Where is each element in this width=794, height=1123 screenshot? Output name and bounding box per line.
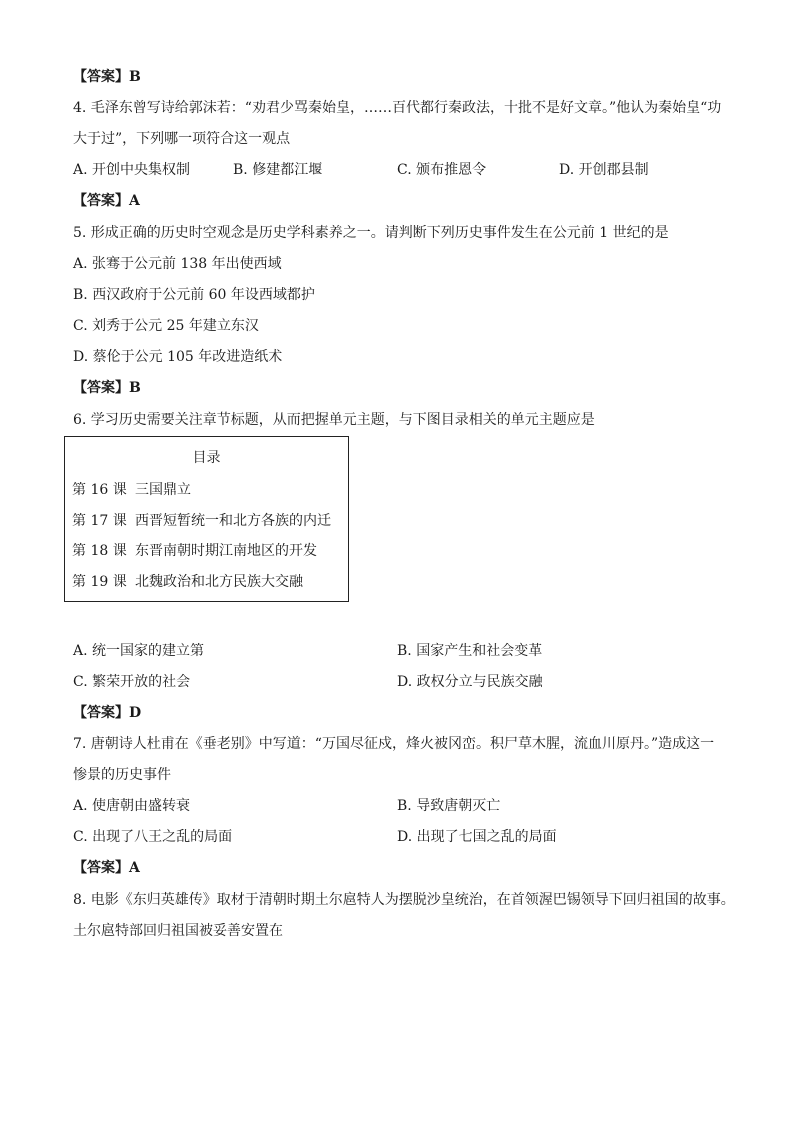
q4-option-c: C. 颁布推恩令	[397, 162, 487, 178]
q7-option-d: D. 出现了七国之乱的局面	[397, 829, 557, 845]
q4-stem-line2: 大于过”，下列哪一项符合这一观点	[73, 131, 291, 147]
q6-option-c: C. 繁荣开放的社会	[73, 674, 191, 690]
q8-stem-line1: 8. 电影《东归英雄传》取材于清朝时期土尔扈特人为摆脱沙皇统治，在首领渥巴锡领导下回归祖国的故事。	[73, 892, 735, 908]
toc-item	[72, 483, 191, 497]
q6-option-b: B. 国家产生和社会变革	[397, 643, 543, 659]
q5-option-b: B. 西汉政府于公元前 60 年设西域都护	[73, 287, 315, 303]
toc-lesson-number: 第 19 课	[72, 574, 127, 590]
toc-lesson-title: 东晋南朝时期江南地区的开发	[135, 543, 317, 559]
q6-answer: 【答案】D	[73, 705, 142, 721]
q8-stem-line2: 土尔扈特部回归祖国被妥善安置在	[73, 923, 283, 939]
q6-stem: 6. 学习历史需要关注章节标题，从而把握单元主题，与下图目录相关的单元主题应是	[73, 412, 595, 428]
toc-lesson-number: 第 16 课	[72, 482, 127, 498]
q5-stem: 5. 形成正确的历史时空观念是历史学科素养之一。请判断下列历史事件发生在公元前 1 世纪的是	[73, 225, 669, 241]
q7-option-a: A. 使唐朝由盛转衰	[73, 798, 191, 814]
toc-lesson-number: 第 18 课	[72, 543, 127, 559]
toc-lesson-number: 第 17 课	[72, 513, 127, 529]
q7-option-b: B. 导致唐朝灭亡	[397, 798, 501, 814]
q7-stem-line1: 7. 唐朝诗人杜甫在《垂老别》中写道：“万国尽征戍，烽火被冈峦。积尸草木腥，流血川原丹。”造成这一	[73, 736, 715, 752]
q6-option-d: D. 政权分立与民族交融	[397, 674, 543, 690]
toc-item	[72, 514, 331, 528]
toc-lesson-title: 三国鼎立	[135, 482, 191, 498]
q4-option-a: A. 开创中央集权制	[73, 162, 191, 178]
toc-item	[72, 575, 303, 589]
q4-option-b: B. 修建都江堰	[233, 162, 323, 178]
q4-stem-line1: 4. 毛泽东曾写诗给郭沫若：“劝君少骂秦始皇，……百代都行秦政法，十批不是好文章。”他认为秦始皇“功	[73, 100, 722, 116]
q6-option-a: A. 统一国家的建立第	[73, 643, 205, 659]
toc-title: 目录	[192, 450, 221, 466]
q4-option-d: D. 开创郡县制	[559, 162, 649, 178]
q7-option-c: C. 出现了八王之乱的局面	[73, 829, 233, 845]
toc-lesson-title: 西晋短暂统一和北方各族的内迁	[135, 513, 331, 529]
q7-answer: 【答案】A	[73, 860, 140, 876]
table-of-contents-box	[64, 436, 349, 602]
q4-answer: 【答案】A	[73, 193, 140, 209]
q5-option-d: D. 蔡伦于公元 105 年改进造纸术	[73, 349, 283, 365]
toc-item	[72, 544, 317, 558]
q5-option-a: A. 张骞于公元前 138 年出使西域	[73, 256, 282, 272]
q5-answer: 【答案】B	[73, 380, 141, 396]
toc-lesson-title: 北魏政治和北方民族大交融	[135, 574, 303, 590]
q5-option-c: C. 刘秀于公元 25 年建立东汉	[73, 318, 259, 334]
q7-stem-line2: 惨景的历史事件	[73, 767, 171, 783]
q3-answer: 【答案】B	[73, 69, 141, 85]
